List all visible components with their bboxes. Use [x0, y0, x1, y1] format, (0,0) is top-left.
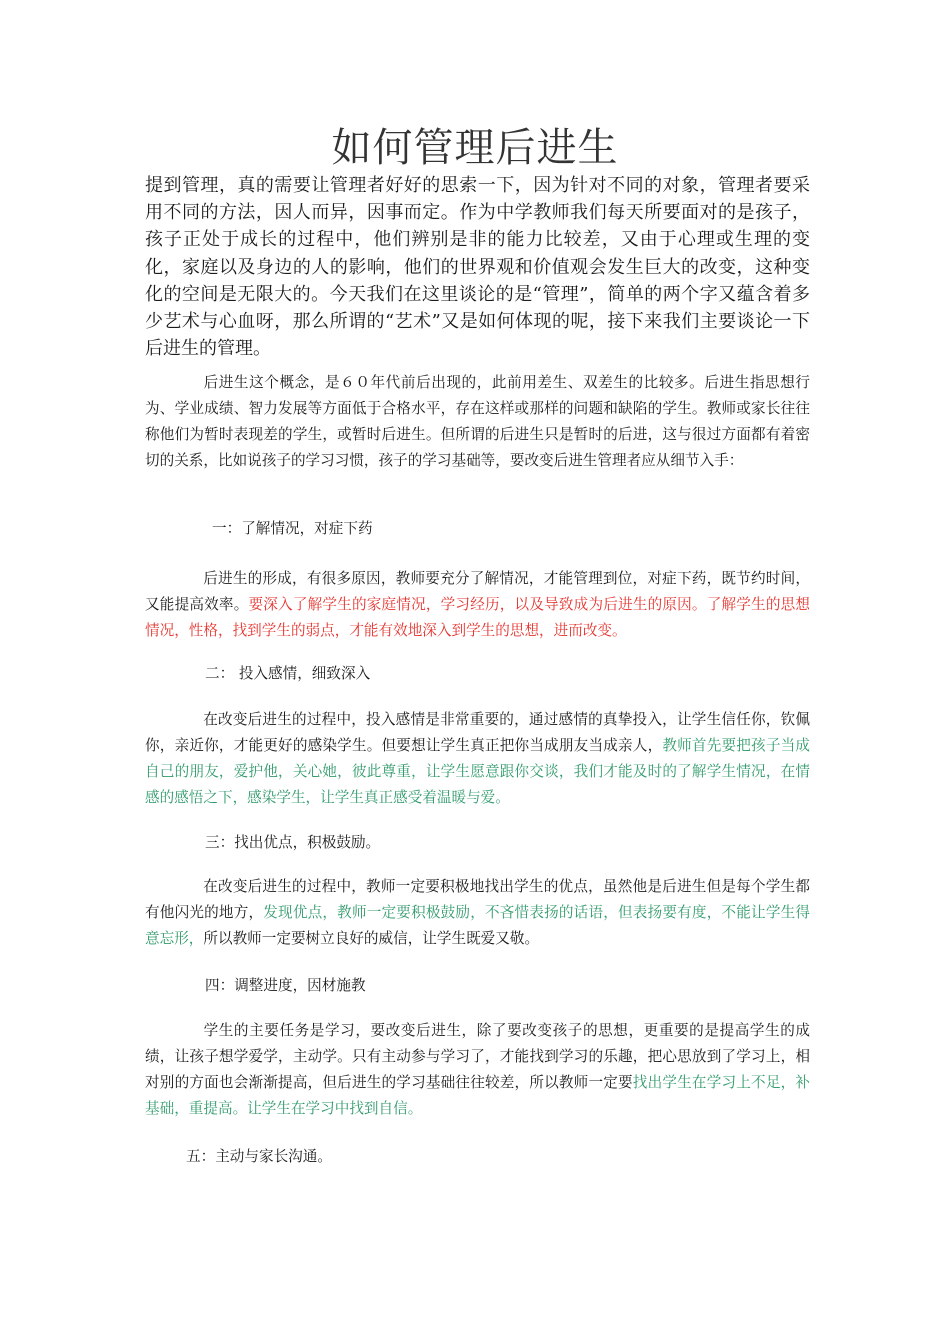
paragraph-section-1 [145, 566, 810, 644]
paragraph-section-2-highlight: 教师首先要把孩子当成自己的朋友，爱护他，关心她，彼此尊重，让学生愿意跟你交谈，我们才能及时的了解学生情况，在情感的感悟之下，感染学生，让学生真正感受着温暖与爱。 [145, 737, 810, 806]
paragraph-section-1-text: 后进生的形成，有很多原因，教师要充分了解情况，才能管理到位，对症下药，既节约时间，又能提高效率。 [145, 570, 810, 613]
section-heading-1: 一：了解情况，对症下药 [212, 520, 373, 537]
paragraph-section-3-highlight: 发现优点，教师一定要积极鼓励，不吝惜表扬的话语，但表扬要有度，不能让学生得意忘形， [145, 904, 810, 947]
paragraph-section-2-text: 在改变后进生的过程中，投入感情是非常重要的，通过感情的真挚投入，让学生信任你，钦佩你，亲近你，才能更好的感染学生。但要想让学生真正把你当成朋友当成亲人， [145, 711, 810, 754]
paragraph-section-1-highlight: 要深入了解学生的家庭情况，学习经历，以及导致成为后进生的原因。了解学生的思想情况，性格，找到学生的弱点，才能有效地深入到学生的思想，进而改变。 [145, 596, 810, 639]
paragraph-section-3-tail: 所以教师一定要树立良好的威信，让学生既爱又敬。 [203, 930, 540, 947]
paragraph-section-4 [145, 1018, 810, 1122]
paragraph-concept-text: 后进生这个概念，是６０年代前后出现的，此前用差生、双差生的比较多。后进生指思想行为、学业成绩、智力发展等方面低于合格水平，存在这样或那样的问题和缺陷的学生。教师或家长往往称他们为暂时表现差的学生，或暂时后进生。但所谓的后进生只是暂时的后进，这与很过方面都有着密切的关系，比如说孩子的学习习惯，孩子的学习基础等，要改变后进生管理者应从细节入手： [145, 374, 810, 469]
document-title: 如何管理后进生 [331, 125, 619, 171]
paragraph-section-3 [145, 874, 810, 952]
section-heading-3: 三：找出优点，积极鼓励。 [205, 834, 381, 851]
section-heading-4: 四：调整进度，因材施教 [205, 977, 366, 994]
paragraph-concept [145, 370, 810, 474]
section-heading-2: 二： 投入感情，细致深入 [205, 665, 371, 682]
section-heading-5: 五：主动与家长沟通。 [186, 1148, 332, 1165]
intro-paragraph: 提到管理，真的需要让管理者好好的思索一下，因为针对不同的对象，管理者要采用不同的方法，因人而异，因事而定。作为中学教师我们每天所要面对的是孩子，孩子正处于成长的过程中，他们辨别是非的能力比较差，又由于心理或生理的变化，家庭以及身边的人的影响，他们的世界观和价值观会发生巨大的改变，这种变化的空间是无限大的。今天我们在这里谈论的是“管理”，简单的两个字又蕴含着多少艺术与心血呀，那么所谓的“艺术”又是如何体现的呢，接下来我们主要谈论一下后进生的管理。 [145, 175, 810, 360]
paragraph-section-2 [145, 707, 810, 811]
paragraph-section-4-text: 学生的主要任务是学习，要改变后进生，除了要改变孩子的思想，更重要的是提高学生的成绩，让孩子想学爱学，主动学。只有主动参与学习了，才能找到学习的乐趣，把心思放到了学习上，相对别的方面也会渐渐提高，但后进生的学习基础往往较差，所以教师一定要 [145, 1022, 810, 1091]
paragraph-section-4-highlight: 找出学生在学习上不足，补基础，重提高。让学生在学习中找到自信。 [145, 1074, 810, 1117]
paragraph-section-3-text: 在改变后进生的过程中，教师一定要积极地找出学生的优点，虽然他是后进生但是每个学生都有他闪光的地方， [145, 878, 810, 921]
